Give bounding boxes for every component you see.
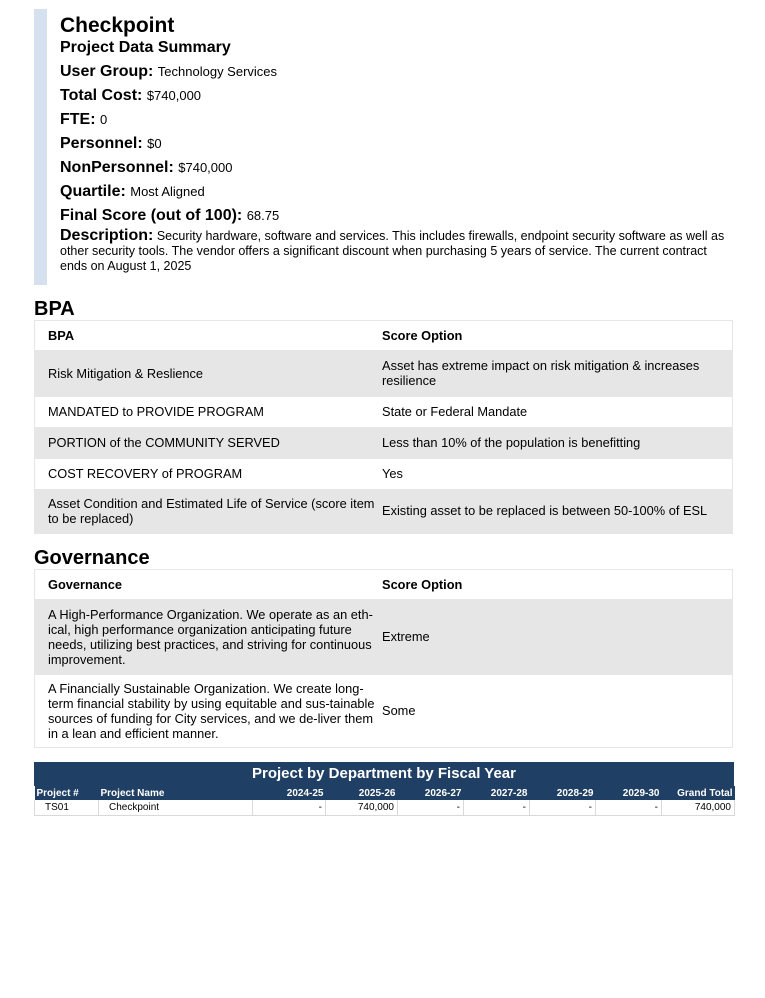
field-value: $740,000: [146, 88, 202, 103]
field-user-group: [60, 62, 734, 81]
project-title: Checkpoint: [60, 14, 175, 37]
table-row: [35, 459, 733, 489]
field-description: [60, 228, 734, 274]
fy-2028-29: -: [530, 800, 596, 816]
table-row: [35, 489, 733, 534]
summary-subtitle: Project Data Summary: [60, 39, 231, 56]
field-value: Technology Services: [157, 64, 278, 79]
bpa-item: COST RECOVERY of PROGRAM: [48, 466, 243, 481]
governance-item: A High-Performance Organization. We operate as an eth-ical, high performance organization anticipating future needs, utilizing best practices, and striving for continuous improvement.: [35, 599, 383, 675]
field-label: Final Score (out of 100):: [60, 207, 243, 224]
field-quartile: [60, 182, 734, 201]
fy-2026-27: -: [398, 800, 464, 816]
field-label: Quartile:: [60, 183, 126, 200]
field-total-cost: [60, 86, 734, 105]
table-row: [35, 427, 733, 459]
department-table-title: Project by Department by Fiscal Year: [251, 765, 516, 782]
score-option: Some: [382, 703, 416, 719]
score-option: State or Federal Mandate: [382, 404, 528, 419]
project-name: Checkpoint: [99, 800, 253, 816]
bpa-table: [34, 320, 733, 534]
score-option: Existing asset to be replaced is between 50-100% of ESL: [382, 489, 732, 534]
bpa-item: Risk Mitigation & Reslience: [35, 350, 383, 397]
field-nonpersonnel: [60, 158, 734, 177]
governance-section-title: Governance: [34, 547, 150, 569]
bpa-item: MANDATED to PROVIDE PROGRAM: [48, 404, 264, 419]
field-label: User Group:: [60, 63, 154, 80]
fy-2024-25: -: [253, 800, 326, 816]
table-header-row: [35, 321, 733, 350]
bpa-item: PORTION of the COMMUNITY SERVED: [35, 427, 383, 459]
fy-2029-30: -: [596, 800, 662, 816]
field-label: Description:: [60, 227, 154, 244]
score-option: Yes: [382, 466, 403, 481]
column-header: Score Option: [382, 570, 732, 599]
score-option: Extreme: [382, 599, 732, 675]
field-label: Total Cost:: [60, 87, 143, 104]
field-value: 0: [100, 112, 108, 127]
column-header: 2024-25: [253, 786, 326, 800]
table-row: [35, 800, 735, 816]
column-header: Score Option: [382, 321, 732, 350]
column-header: 2029-30: [596, 786, 662, 800]
department-table-header: [34, 762, 734, 786]
fy-2027-28: -: [464, 800, 530, 816]
table-row: [35, 397, 733, 427]
column-header: Governance: [35, 570, 383, 599]
field-label: NonPersonnel:: [60, 159, 174, 176]
field-personnel: [60, 134, 734, 153]
column-header: 2027-28: [464, 786, 530, 800]
description-text: Security hardware, software and services. This includes firewalls, endpoint security software as well as other security tools. The vendor offers a significant discount when purchasing 5 years of service. The current contract ends on August 1, 2025: [60, 229, 725, 273]
column-header: 2026-27: [398, 786, 464, 800]
governance-table: [34, 569, 733, 748]
table-row: [35, 675, 733, 748]
field-label: FTE:: [60, 111, 96, 128]
column-header: 2028-29: [530, 786, 596, 800]
score-option: Less than 10% of the population is benefitting: [382, 427, 732, 459]
project-number: TS01: [35, 800, 99, 816]
bpa-item: Asset Condition and Estimated Life of Service (score item to be replaced): [35, 489, 383, 534]
fy-2025-26: 740,000: [326, 800, 398, 816]
column-header: BPA: [35, 321, 383, 350]
table-row: [35, 599, 733, 675]
column-header: Project #: [35, 786, 99, 800]
field-final-score: [60, 206, 734, 225]
score-option: Asset has extreme impact on risk mitigation & increases resilience: [382, 350, 732, 397]
grand-total: 740,000: [662, 800, 735, 816]
field-value: Most Aligned: [130, 184, 205, 199]
field-value: $0: [147, 136, 162, 151]
field-value: 68.75: [246, 208, 280, 223]
governance-item: A Financially Sustainable Organization. We create long-term financial stability by using equitable and sus-tainable sources of funding for City services, and we de-liver them in a lean and efficient manner.: [48, 680, 375, 741]
column-header: 2025-26: [326, 786, 398, 800]
column-header: Project Name: [99, 786, 253, 800]
table-header-row: [35, 570, 733, 599]
department-grid: [34, 786, 735, 816]
field-label: Personnel:: [60, 135, 143, 152]
field-value: $740,000: [178, 160, 233, 175]
department-fiscal-table: [34, 762, 734, 816]
bpa-section-title: BPA: [34, 298, 75, 320]
field-fte: [60, 110, 734, 129]
project-summary-panel: [34, 9, 734, 285]
table-header-row: [35, 786, 735, 800]
column-header: Grand Total: [662, 786, 735, 800]
table-row: [35, 350, 733, 397]
